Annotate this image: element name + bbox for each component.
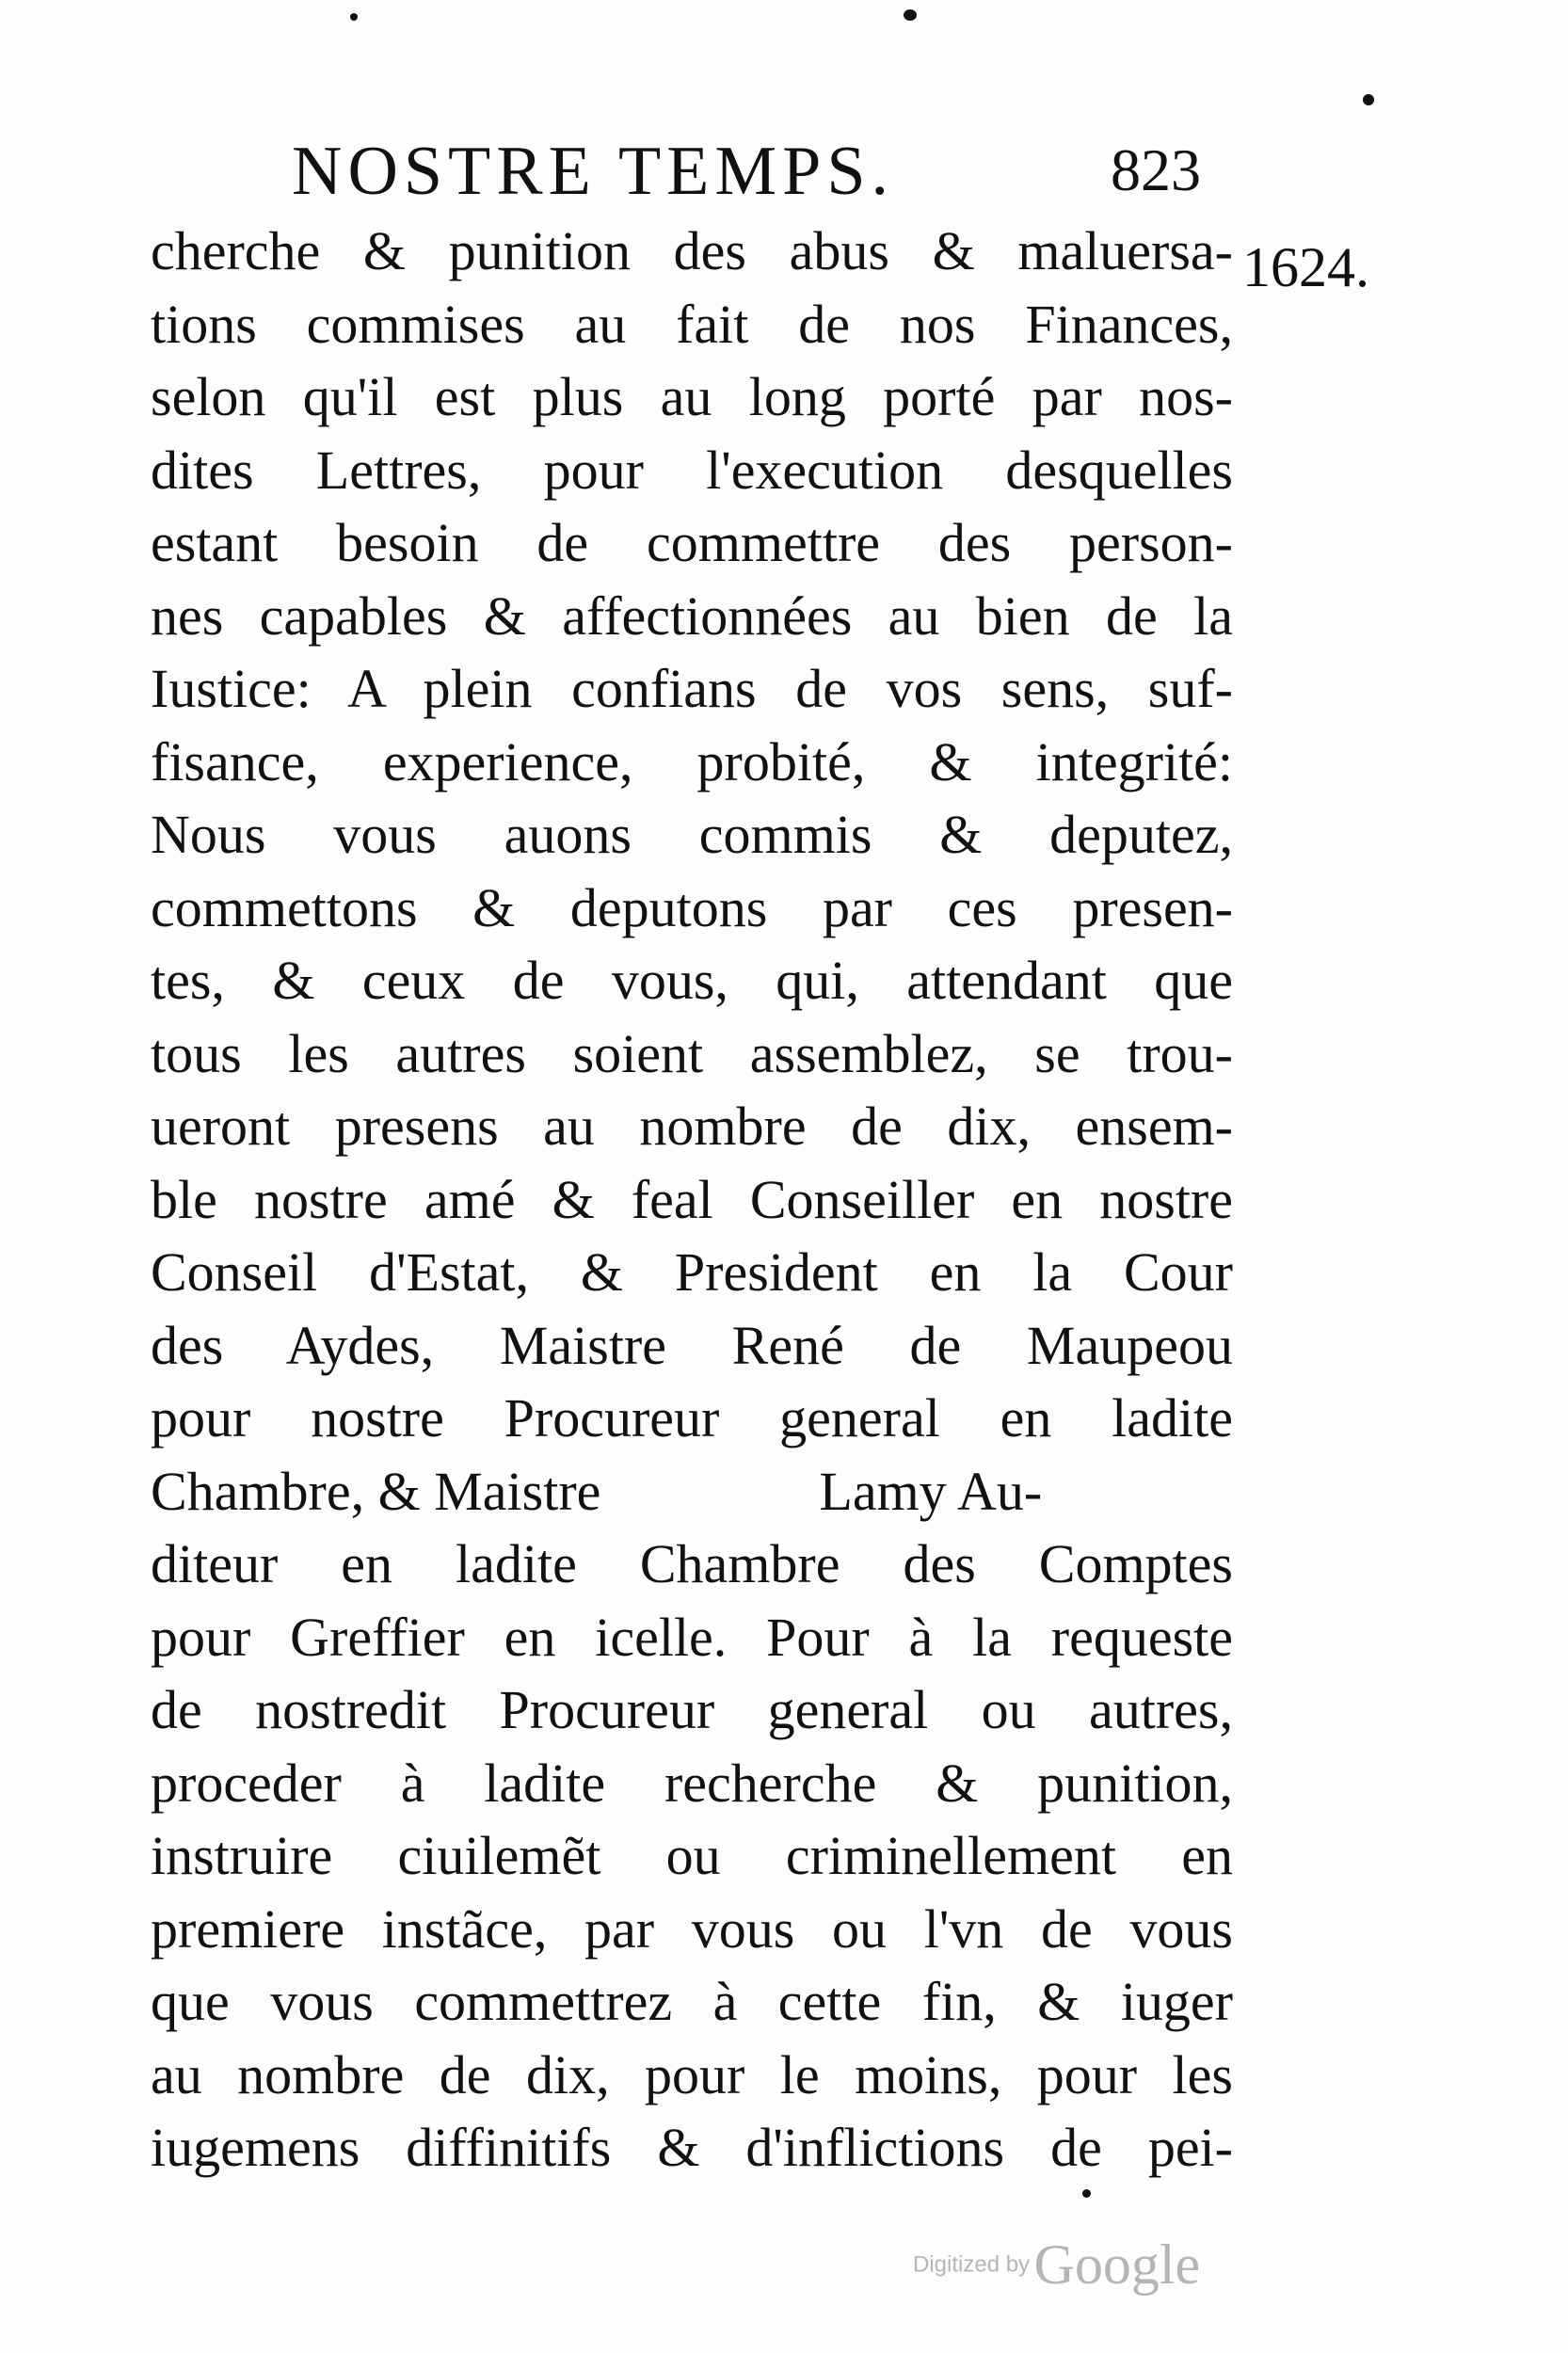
text-line: commettons & deputons par ces presen- — [151, 876, 1233, 938]
page-number: 823 — [1111, 136, 1201, 203]
text-line: Conseil d'Estat, & President en la Cour — [151, 1241, 1233, 1303]
ink-speck — [1082, 2189, 1091, 2198]
text-line: cherche & punition des abus & maluersa- — [151, 220, 1233, 281]
text-line: au nombre de dix, pour le moins, pour les — [151, 2043, 1233, 2105]
google-logo: Google — [1033, 2233, 1201, 2296]
text-line: Chambre, & Maistre Lamy Au- — [151, 1460, 1043, 1522]
ink-speck — [904, 9, 917, 21]
text-line: pour Greffier en icelle. Pour à la requeste — [151, 1606, 1233, 1668]
text-line: tous les autres soient assemblez, se trou- — [151, 1022, 1233, 1084]
text-line: premiere instãce, par vous ou l'vn de vous — [151, 1897, 1233, 1960]
digitized-watermark — [913, 2233, 1200, 2297]
body-text — [151, 215, 1233, 2185]
page-header — [292, 132, 1233, 216]
text-line: diteur en ladite Chambre des Comptes — [151, 1533, 1233, 1594]
text-line: iugemens diffinitifs & d'inflictions de pei- — [151, 2117, 1233, 2178]
running-title: NOSTRE TEMPS. — [292, 133, 894, 210]
text-line: fisance, experience, probité, & integrité: — [151, 730, 1233, 792]
text-line: Iustice: A plein confians de vos sens, suf- — [151, 658, 1233, 719]
watermark-prefix: Digitized by — [913, 2251, 1031, 2278]
text-line: pour nostre Procureur general en ladite — [151, 1387, 1233, 1449]
text-line: estant besoin de commettre des person- — [151, 512, 1233, 573]
text-line: des Aydes, Maistre René de Maupeou — [151, 1314, 1233, 1376]
text-line: ble nostre amé & feal Conseiller en nostre — [151, 1168, 1233, 1230]
text-line: Nous vous auons commis & deputez, — [151, 804, 1233, 865]
ink-speck — [350, 13, 358, 21]
text-line: de nostredit Procureur general ou autres, — [151, 1679, 1233, 1740]
ink-speck — [1363, 94, 1374, 105]
text-line: selon qu'il est plus au long porté par nos- — [151, 366, 1233, 427]
text-line: tes, & ceux de vous, qui, attendant que — [151, 950, 1233, 1011]
text-line: tions commises au fait de nos Finances, — [151, 293, 1233, 355]
text-line: ueront presens au nombre de dix, ensem- — [151, 1096, 1233, 1157]
margin-note-year: 1624. — [1242, 236, 1369, 298]
text-line: que vous commettrez à cette fin, & iuger — [151, 1971, 1233, 2032]
text-line: dites Lettres, pour l'execution desquelles — [151, 439, 1233, 501]
text-line: instruire ciuilemẽt ou criminellement en — [151, 1825, 1233, 1886]
text-line: nes capables & affectionnées au bien de la — [151, 584, 1233, 647]
text-line: proceder à ladite recherche & punition, — [151, 1752, 1233, 1814]
